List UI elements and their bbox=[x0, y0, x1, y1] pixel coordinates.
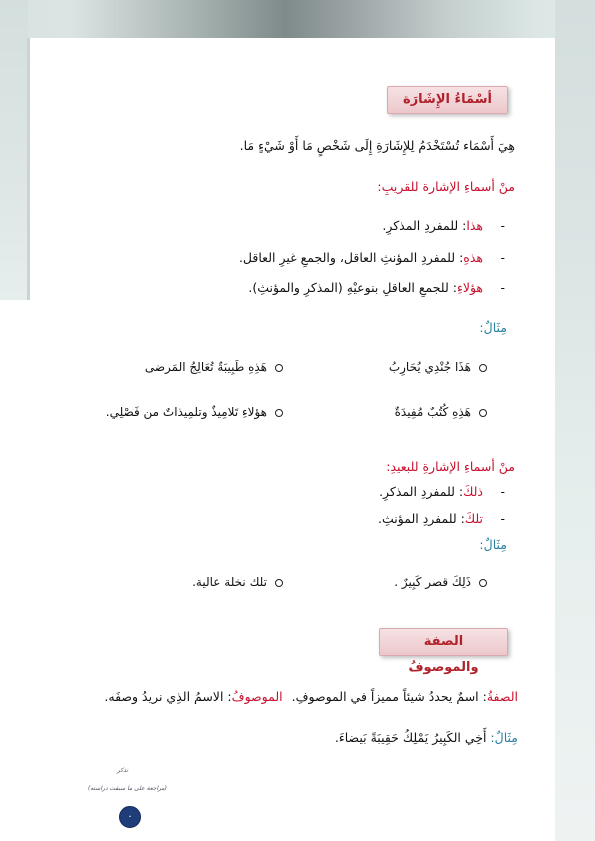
near-item-2 bbox=[239, 250, 505, 265]
adjective-definition: : اسمٌ يحددُ شيئاً مميزاً في الموصوفِ. bbox=[291, 689, 487, 704]
near-item-2-desc: : للمفردِ المؤنثِ العاقل، والجمعِ غيرِ العاقل. bbox=[238, 250, 464, 265]
top-decorative-band bbox=[0, 0, 595, 38]
near-item-2-word: هذهِ bbox=[463, 250, 483, 265]
adjective-example-row bbox=[335, 730, 518, 746]
page-paper bbox=[30, 38, 555, 841]
circle-bullet-icon bbox=[275, 364, 283, 372]
near-item-3-desc: : للجمعِ العاقلِ بنوعيْهِ (المذكرِ والمؤنثِ). bbox=[248, 280, 457, 295]
adjective-definition-row bbox=[104, 689, 518, 705]
definition-text: هِيَ أَسْمَاء تُسْتَخْدَمُ لِلإِشَارَةِ إِلَى شَخْصٍ مَا أَوْ شَيْءٍ مَا. bbox=[239, 138, 515, 153]
right-decorative-band bbox=[555, 0, 595, 841]
far-item-2-desc: : للمفردِ المؤنثِ. bbox=[378, 511, 465, 526]
near-example-2-text: هَذِهِ طَبِيبَةٌ تُعَالِجُ المَرضى bbox=[144, 360, 267, 374]
far-item-2 bbox=[378, 511, 505, 526]
far-heading: منْ أسماءِ الإشارةِ للبعيدِ: bbox=[386, 459, 515, 474]
near-item-3 bbox=[248, 280, 505, 295]
circle-bullet-icon bbox=[479, 364, 487, 372]
section-title-adjective: الصفة والموصوفُ bbox=[379, 628, 508, 656]
far-example-label: مِثَالٌ: bbox=[479, 537, 507, 552]
near-example-4-text: هؤلاءِ تَلامِيذٌ وتلمِيذاتٌ من فَصْلِي. bbox=[105, 405, 267, 419]
adjective-label: الصفةُ bbox=[486, 689, 518, 704]
far-example-1-text: ذَلِكَ قصر كَبِيرٌ . bbox=[394, 575, 471, 589]
far-example-2 bbox=[192, 575, 283, 589]
near-example-3 bbox=[395, 405, 487, 419]
footer-note-top: تذكر bbox=[117, 767, 128, 774]
near-example-1-text: هَذَا جُنْدِي يُحَارِبُ bbox=[388, 360, 471, 374]
section-title-demonstratives: أسْمَاءُ الإِشَارَة bbox=[387, 86, 508, 114]
far-item-1-desc: : للمفردِ المذكرِ. bbox=[379, 484, 464, 499]
near-example-2 bbox=[145, 360, 283, 374]
dash-marker: - bbox=[500, 511, 505, 526]
near-example-4 bbox=[106, 405, 283, 419]
near-example-1 bbox=[389, 360, 487, 374]
far-item-1 bbox=[379, 484, 505, 499]
circle-bullet-icon bbox=[479, 579, 487, 587]
described-definition: : الاسمُ الذِي نريدُ وصفَه. bbox=[104, 689, 232, 704]
near-item-1-desc: : للمفردِ المذكرِ. bbox=[382, 218, 467, 233]
far-item-1-word: ذلكَ bbox=[463, 484, 483, 499]
page-number: ٠ bbox=[119, 806, 141, 828]
dash-marker: - bbox=[500, 484, 505, 499]
near-item-3-word: هؤلاءِ bbox=[456, 280, 483, 295]
dash-marker: - bbox=[500, 250, 505, 265]
circle-bullet-icon bbox=[275, 409, 283, 417]
adjective-example-label: مِثَالٌ: bbox=[490, 730, 518, 745]
near-item-1 bbox=[382, 218, 505, 233]
dash-marker: - bbox=[500, 280, 505, 295]
near-heading: منْ أسماءِ الإشارة للقريبِ: bbox=[377, 179, 515, 194]
far-example-1 bbox=[394, 575, 487, 589]
near-example-3-text: هَذِهِ كُتُبٌ مُفِيدَةٌ bbox=[394, 405, 471, 419]
dash-marker: - bbox=[500, 218, 505, 233]
near-example-label: مِثَالٌ: bbox=[479, 320, 507, 335]
adjective-example-text: أَخِي الكَبِيرُ يَمْلِكُ حَقِيبَةً بَيضاءَ. bbox=[334, 730, 491, 745]
near-item-1-word: هذا bbox=[466, 218, 483, 233]
circle-bullet-icon bbox=[275, 579, 283, 587]
footer-note-bottom: (مراجعة على ما سبقت دراسته) bbox=[88, 785, 167, 792]
left-decorative-band bbox=[0, 0, 28, 300]
described-label: الموصوفُ bbox=[231, 689, 283, 704]
far-example-2-text: تلك نخلة عالية. bbox=[192, 575, 267, 589]
far-item-2-word: تلكَ bbox=[464, 511, 483, 526]
circle-bullet-icon bbox=[479, 409, 487, 417]
